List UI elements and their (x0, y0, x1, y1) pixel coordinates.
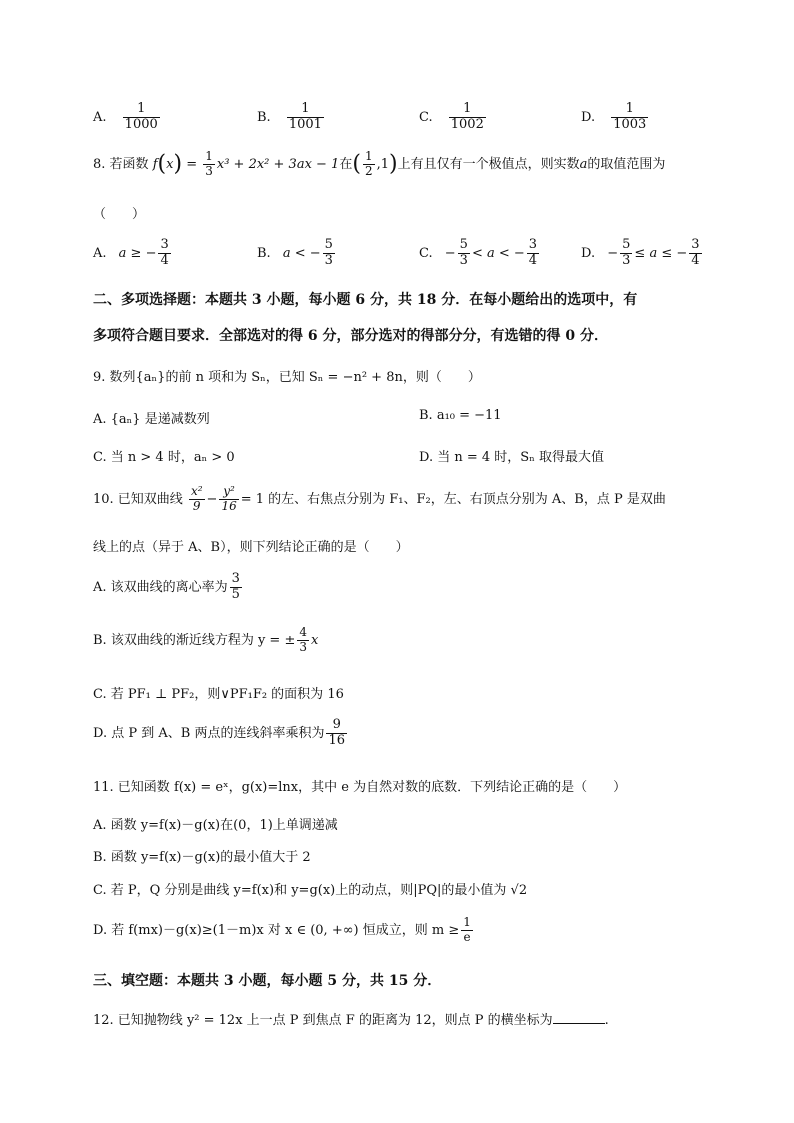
q12-text: 12. 已知抛物线 y² = 12x 上一点 P 到焦点 F 的距离为 12，则点 P 的横坐标为 (93, 1013, 553, 1028)
denominator: 3 (299, 639, 307, 654)
variable: x (311, 632, 319, 648)
option-label: D. (581, 109, 596, 125)
fraction (297, 626, 309, 655)
q8-text: 若函数 (109, 156, 149, 172)
denominator: 3 (324, 252, 333, 268)
fraction (123, 102, 160, 133)
q8-stem (93, 150, 665, 179)
denominator: 2 (364, 163, 373, 178)
denominator: 5 (231, 586, 240, 602)
numerator: 1 (463, 915, 471, 929)
option-expr: ≤ a ≤ − (634, 245, 688, 261)
fraction (461, 916, 473, 945)
denominator: 4 (691, 252, 700, 268)
fraction (326, 718, 347, 749)
numerator: 1 (449, 102, 486, 118)
fraction (203, 150, 215, 179)
answer-blank[interactable] (553, 1011, 605, 1024)
func-name: f (152, 156, 158, 172)
q7-option-d (581, 102, 650, 133)
paren: ( (157, 151, 167, 177)
option-label: C. (419, 109, 433, 125)
minus: − (607, 245, 619, 261)
numerator: 5 (324, 237, 333, 252)
option-expr: a < − (282, 245, 321, 261)
numerator: 5 (622, 237, 631, 252)
fraction (323, 238, 335, 269)
section-heading-cont: 多项符合题目要求．全部选对的得 6 分，部分选对的得部分分，有选错的得 0 分． (93, 328, 608, 344)
numerator: 5 (459, 237, 468, 252)
polynomial: x³ + 2x² + 3ax − 1 (216, 156, 340, 172)
variable: a (579, 156, 588, 172)
denominator: e (463, 929, 471, 944)
fraction (620, 238, 632, 269)
q7-option-b (257, 102, 326, 133)
denominator: 1001 (288, 116, 322, 132)
fraction (363, 150, 375, 179)
q10-text: = 1 的左、右焦点分别为 F₁、F₂，左、右顶点分别为 A、B，点 P 是双曲 (240, 491, 666, 507)
numerator: 3 (528, 237, 538, 252)
fraction (287, 102, 324, 133)
fraction (230, 572, 242, 603)
section-heading: 三、填空题：本题共 3 小题，每小题 5 分，共 15 分． (93, 973, 442, 989)
numerator: 1 (611, 102, 648, 118)
paren: ) (388, 151, 398, 177)
q9-option-c: C. 当 n > 4 时，aₙ > 0 (93, 450, 235, 465)
option-label: D. (581, 245, 596, 261)
q8-option-d (581, 238, 704, 269)
q8-option-a (93, 238, 173, 269)
q10-option-c: C. 若 PF₁ ⊥ PF₂，则∨PF₁F₂ 的面积为 16 (93, 687, 344, 702)
numerator: 1 (287, 102, 324, 118)
fraction (189, 485, 205, 514)
option-label: A. (93, 245, 107, 261)
option-expr: a ≥ − (118, 245, 157, 261)
fraction (449, 102, 486, 133)
fraction (689, 238, 701, 269)
q10-stem (93, 485, 666, 514)
section-heading: 二、多项选择题：本题共 3 小题，每小题 6 分，共 18 分．在每小题给出的选项中，有 (93, 292, 638, 308)
numerator: y² (219, 485, 238, 500)
q8-text: 在 (339, 156, 353, 172)
fraction (611, 102, 648, 133)
fraction (158, 238, 170, 269)
numerator: 1 (123, 102, 160, 118)
numerator: 1 (364, 149, 373, 163)
option-label: A. (93, 109, 107, 125)
denominator: 16 (328, 732, 345, 748)
answer-paren: （ ） (93, 207, 146, 222)
equals: = (186, 156, 198, 172)
denominator: 4 (528, 252, 538, 268)
fraction (527, 238, 539, 269)
interval-end: ,1 (376, 156, 389, 172)
q8-text: 的取值范围为 (587, 156, 666, 172)
option-label: B. (257, 245, 271, 261)
option-label: B. (257, 109, 271, 125)
denominator: 4 (160, 252, 169, 268)
denominator: 1003 (613, 116, 647, 132)
q10-option-d (93, 718, 349, 749)
q8-text: 上有且仅有一个极值点，则实数 (397, 156, 580, 172)
q11-option-d (93, 916, 475, 945)
q8-option-b (257, 238, 337, 269)
q9-option-b: B. a₁₀ = −11 (419, 408, 502, 423)
q11-stem: 11. 已知函数 f(x) = eˣ，g(x)=lnx，其中 e 为自然对数的底数．下列结论正确的是（ ） (93, 780, 627, 795)
denominator: 3 (205, 163, 213, 178)
fraction (458, 238, 470, 269)
period: . (604, 1013, 609, 1028)
option-text: D. 点 P 到 A、B 两点的连线斜率乘积为 (93, 725, 325, 741)
option-text: D. 若 f(mx)－g(x)≥(1－m)x 对 x ∈ (0, +∞) 恒成立，则 m ≥ (93, 922, 460, 938)
denominator: 9 (192, 498, 201, 513)
question-number: 8. (93, 156, 106, 172)
q9-option-a: A. {aₙ} 是递减数列 (93, 412, 210, 427)
numerator: 3 (231, 571, 240, 586)
q11-option-a: A. 函数 y=f(x)－g(x)在(0，1)上单调递减 (93, 818, 338, 833)
q7-option-c (419, 102, 488, 133)
option-text: A. 该双曲线的离心率为 (93, 579, 228, 595)
denominator: 3 (622, 252, 631, 268)
minus: − (206, 491, 218, 507)
numerator: 3 (691, 237, 700, 252)
q12-stem (93, 1009, 609, 1028)
option-expr: < a < − (471, 245, 525, 261)
q9-stem: 9. 数列{aₙ}的前 n 项和为 Sₙ，已知 Sₙ = −n² + 8n，则（ ） (93, 370, 481, 385)
numerator: 1 (205, 149, 213, 163)
func-arg: x (166, 156, 174, 172)
numerator: 9 (326, 718, 347, 734)
paren: ) (173, 151, 183, 177)
denominator: 1002 (450, 116, 484, 132)
minus: − (444, 245, 456, 261)
numerator: 4 (299, 625, 307, 639)
paren: ( (352, 151, 361, 177)
q11-option-c: C. 若 P，Q 分别是曲线 y=f(x)和 y=g(x)上的动点，则|PQ|的最小值为 √2 (93, 883, 528, 898)
fraction (219, 485, 238, 514)
q9-option-d: D. 当 n = 4 时，Sₙ 取得最大值 (419, 450, 604, 465)
denominator: 16 (221, 498, 237, 513)
q8-option-c (419, 238, 541, 269)
option-label: C. (419, 245, 433, 261)
numerator: 3 (160, 237, 169, 252)
q11-option-b: B. 函数 y=f(x)－g(x)的最小值大于 2 (93, 850, 311, 865)
q10-option-b (93, 626, 318, 655)
q10-option-a (93, 572, 244, 603)
option-text: B. 该双曲线的渐近线方程为 y = ± (93, 632, 296, 648)
q10-text: 10. 已知双曲线 (93, 491, 183, 507)
denominator: 1000 (124, 116, 158, 132)
numerator: x² (190, 484, 203, 498)
q10-stem-cont: 线上的点（异于 A、B），则下列结论正确的是（ ） (93, 540, 409, 555)
denominator: 3 (459, 252, 468, 268)
q7-option-a (93, 102, 162, 133)
